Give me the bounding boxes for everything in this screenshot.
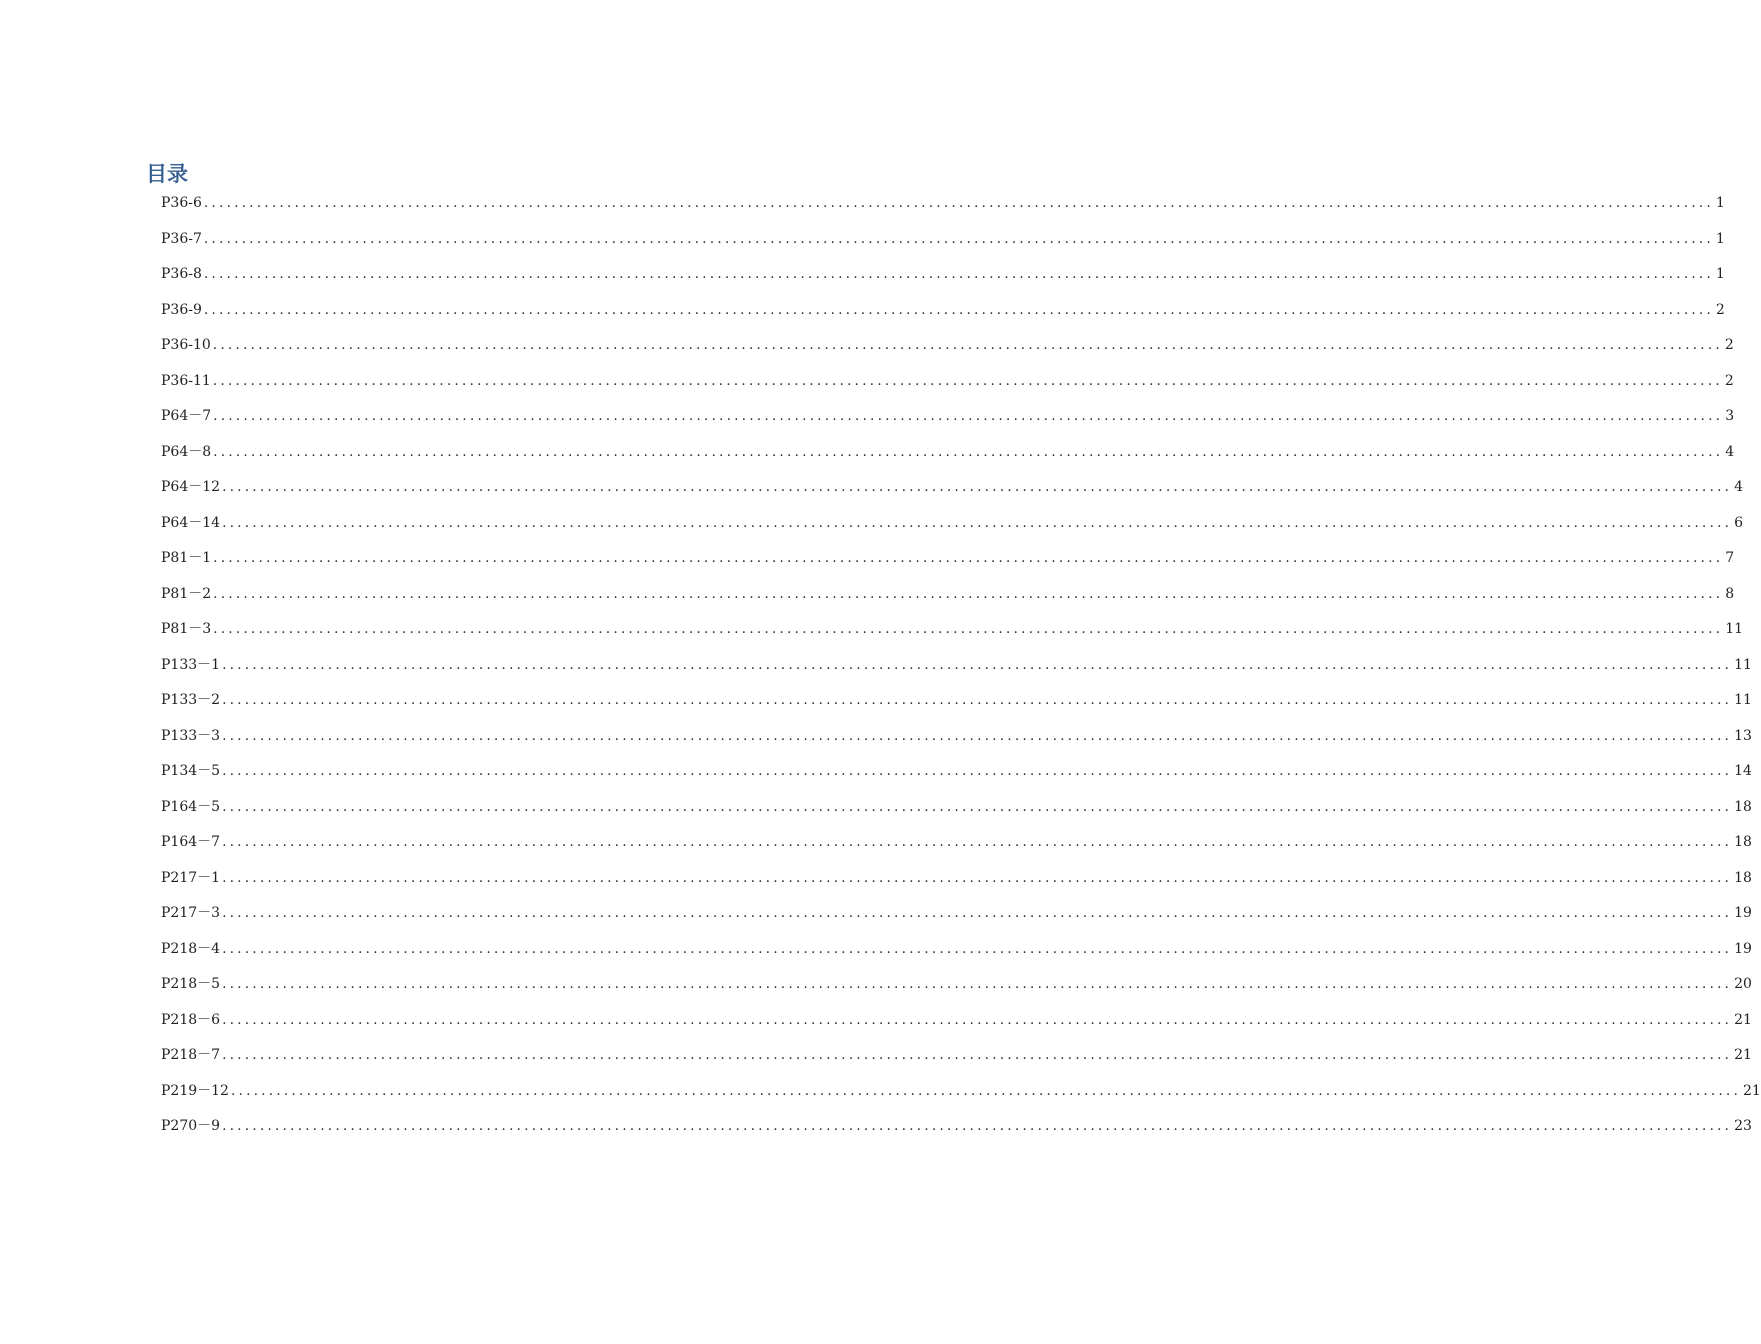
- toc-dot-leader: ........................................................................................................................................................................................................: [203, 301, 1714, 318]
- toc-entry-label: P64－12: [161, 479, 221, 495]
- toc-entry-page-number: 11: [1734, 656, 1752, 673]
- toc-entry-page-number: 23: [1734, 1118, 1752, 1134]
- toc-entry-label: P218－6: [161, 1011, 221, 1028]
- toc-dot-leader: ........................................................................................................................................................................................................: [222, 905, 1733, 921]
- toc-dot-leader: ........................................................................................................................................................................................................: [222, 763, 1733, 779]
- toc-dot-leader: ........................................................................................................................................................................................................: [230, 1082, 1742, 1099]
- toc-entry-page-number: 2: [1715, 301, 1725, 318]
- toc-dot-leader: ........................................................................................................................................................................................................: [203, 230, 1714, 247]
- toc-entry-page-number: 1: [1715, 230, 1725, 247]
- toc-entry[interactable]: [161, 612, 1744, 648]
- toc-entry-label: P81－3: [161, 621, 212, 637]
- toc-dot-leader: ........................................................................................................................................................................................................: [222, 869, 1733, 886]
- toc-dot-leader: ........................................................................................................................................................................................................: [222, 514, 1733, 531]
- toc-entry[interactable]: [161, 790, 1752, 826]
- toc-entry-label: P81－2: [161, 585, 212, 602]
- toc-entry[interactable]: [161, 967, 1752, 1003]
- toc-dot-leader: ........................................................................................................................................................................................................: [213, 408, 1724, 424]
- toc-entry-page-number: 18: [1734, 869, 1752, 886]
- toc-dot-leader: ........................................................................................................................................................................................................: [222, 1011, 1733, 1028]
- toc-entry-page-number: 14: [1734, 763, 1752, 779]
- toc-entry-label: P81－1: [161, 550, 212, 566]
- toc-entry-label: P164－7: [161, 834, 221, 850]
- toc-entry[interactable]: [161, 896, 1752, 932]
- toc-entry[interactable]: [161, 257, 1725, 293]
- toc-entry[interactable]: [161, 328, 1734, 364]
- toc-entry-label: P218－5: [161, 976, 221, 992]
- toc-dot-leader: ........................................................................................................................................................................................................: [222, 834, 1733, 850]
- toc-dot-leader: ........................................................................................................................................................................................................: [213, 621, 1724, 637]
- toc-entry-page-number: 6: [1734, 514, 1744, 531]
- toc-dot-leader: ........................................................................................................................................................................................................: [222, 656, 1733, 673]
- toc-entry-label: P218－4: [161, 940, 221, 957]
- toc-entry[interactable]: [161, 683, 1752, 719]
- toc-entry[interactable]: [161, 648, 1752, 684]
- toc-dot-leader: ........................................................................................................................................................................................................: [222, 1118, 1733, 1134]
- toc-entry-label: P218－7: [161, 1047, 221, 1063]
- toc-entry[interactable]: [161, 293, 1725, 329]
- toc-dot-leader: ........................................................................................................................................................................................................: [213, 550, 1724, 566]
- toc-dot-leader: ........................................................................................................................................................................................................: [213, 443, 1724, 460]
- toc-entry-page-number: 18: [1734, 834, 1752, 850]
- toc-entry-label: P36-8: [161, 266, 202, 282]
- toc-entry-page-number: 1: [1715, 195, 1725, 211]
- toc-entry-page-number: 2: [1724, 372, 1734, 389]
- toc-entry-label: P217－3: [161, 905, 221, 921]
- toc-entry[interactable]: [161, 754, 1752, 790]
- toc-entry-label: P164－5: [161, 798, 221, 815]
- toc-entry-label: P219－12: [161, 1082, 229, 1099]
- toc-dot-leader: ........................................................................................................................................................................................................: [222, 692, 1733, 708]
- toc-entry[interactable]: [161, 825, 1752, 861]
- toc-entry-page-number: 8: [1725, 585, 1735, 602]
- toc-entry-page-number: 4: [1734, 479, 1744, 495]
- toc-entry-label: P36-6: [161, 195, 202, 211]
- toc-entry-page-number: 2: [1724, 337, 1734, 353]
- toc-entry-label: P64－7: [161, 408, 212, 424]
- toc-title: 目录: [146, 162, 188, 186]
- toc-entry[interactable]: [161, 222, 1725, 258]
- toc-dot-leader: ........................................................................................................................................................................................................: [212, 337, 1723, 353]
- toc-entry-label: P133－1: [161, 656, 221, 673]
- toc-entry-label: P134－5: [161, 763, 221, 779]
- toc-dot-leader: ........................................................................................................................................................................................................: [203, 195, 1714, 211]
- toc-entry[interactable]: [161, 186, 1725, 222]
- toc-entry-label: P64－14: [161, 514, 221, 531]
- toc-dot-leader: ........................................................................................................................................................................................................: [222, 976, 1733, 992]
- toc-entry-label: P36-7: [161, 230, 202, 247]
- toc-dot-leader: ........................................................................................................................................................................................................: [212, 372, 1723, 389]
- toc-entry-label: P36-11: [161, 372, 211, 389]
- toc-entry-page-number: 11: [1725, 621, 1744, 637]
- toc-entry[interactable]: [161, 1038, 1752, 1074]
- toc-entry[interactable]: [161, 1074, 1761, 1110]
- toc-entry-label: P133－2: [161, 692, 221, 708]
- toc-entry-page-number: 3: [1725, 408, 1735, 424]
- toc-entry-page-number: 20: [1734, 976, 1752, 992]
- toc-entry-label: P217－1: [161, 869, 221, 886]
- toc-entry-page-number: 4: [1725, 443, 1735, 460]
- toc-entry-page-number: 21: [1734, 1011, 1752, 1028]
- toc-dot-leader: ........................................................................................................................................................................................................: [222, 940, 1733, 957]
- toc-entry[interactable]: [161, 470, 1744, 506]
- toc-entry[interactable]: [161, 435, 1735, 471]
- toc-entry[interactable]: [161, 932, 1752, 968]
- toc-list: [161, 186, 1761, 1145]
- toc-dot-leader: ........................................................................................................................................................................................................: [213, 585, 1724, 602]
- toc-entry-label: P270－9: [161, 1118, 221, 1134]
- toc-entry-page-number: 11: [1734, 692, 1752, 708]
- toc-entry-label: P64－8: [161, 443, 212, 460]
- toc-entry[interactable]: [161, 399, 1735, 435]
- toc-entry[interactable]: [161, 1109, 1752, 1145]
- toc-entry[interactable]: [161, 719, 1752, 755]
- toc-entry-page-number: 18: [1734, 798, 1752, 815]
- toc-dot-leader: ........................................................................................................................................................................................................: [222, 798, 1733, 815]
- toc-entry[interactable]: [161, 577, 1735, 613]
- toc-entry-page-number: 19: [1734, 940, 1752, 957]
- toc-entry-label: P133－3: [161, 727, 221, 744]
- toc-entry[interactable]: [161, 364, 1734, 400]
- toc-dot-leader: ........................................................................................................................................................................................................: [222, 479, 1733, 495]
- toc-entry-label: P36-10: [161, 337, 211, 353]
- toc-dot-leader: ........................................................................................................................................................................................................: [203, 266, 1714, 282]
- toc-entry-page-number: 21: [1734, 1047, 1752, 1063]
- toc-entry[interactable]: [161, 861, 1752, 897]
- toc-dot-leader: ........................................................................................................................................................................................................: [222, 727, 1733, 744]
- toc-entry-label: P36-9: [161, 301, 202, 318]
- toc-entry-page-number: 19: [1734, 905, 1752, 921]
- toc-dot-leader: ........................................................................................................................................................................................................: [222, 1047, 1733, 1063]
- toc-entry-page-number: 1: [1715, 266, 1725, 282]
- toc-entry[interactable]: [161, 541, 1735, 577]
- toc-entry[interactable]: [161, 506, 1744, 542]
- toc-entry-page-number: 7: [1725, 550, 1735, 566]
- toc-entry[interactable]: [161, 1003, 1752, 1039]
- toc-entry-page-number: 13: [1734, 727, 1752, 744]
- toc-entry-page-number: 21: [1743, 1082, 1761, 1099]
